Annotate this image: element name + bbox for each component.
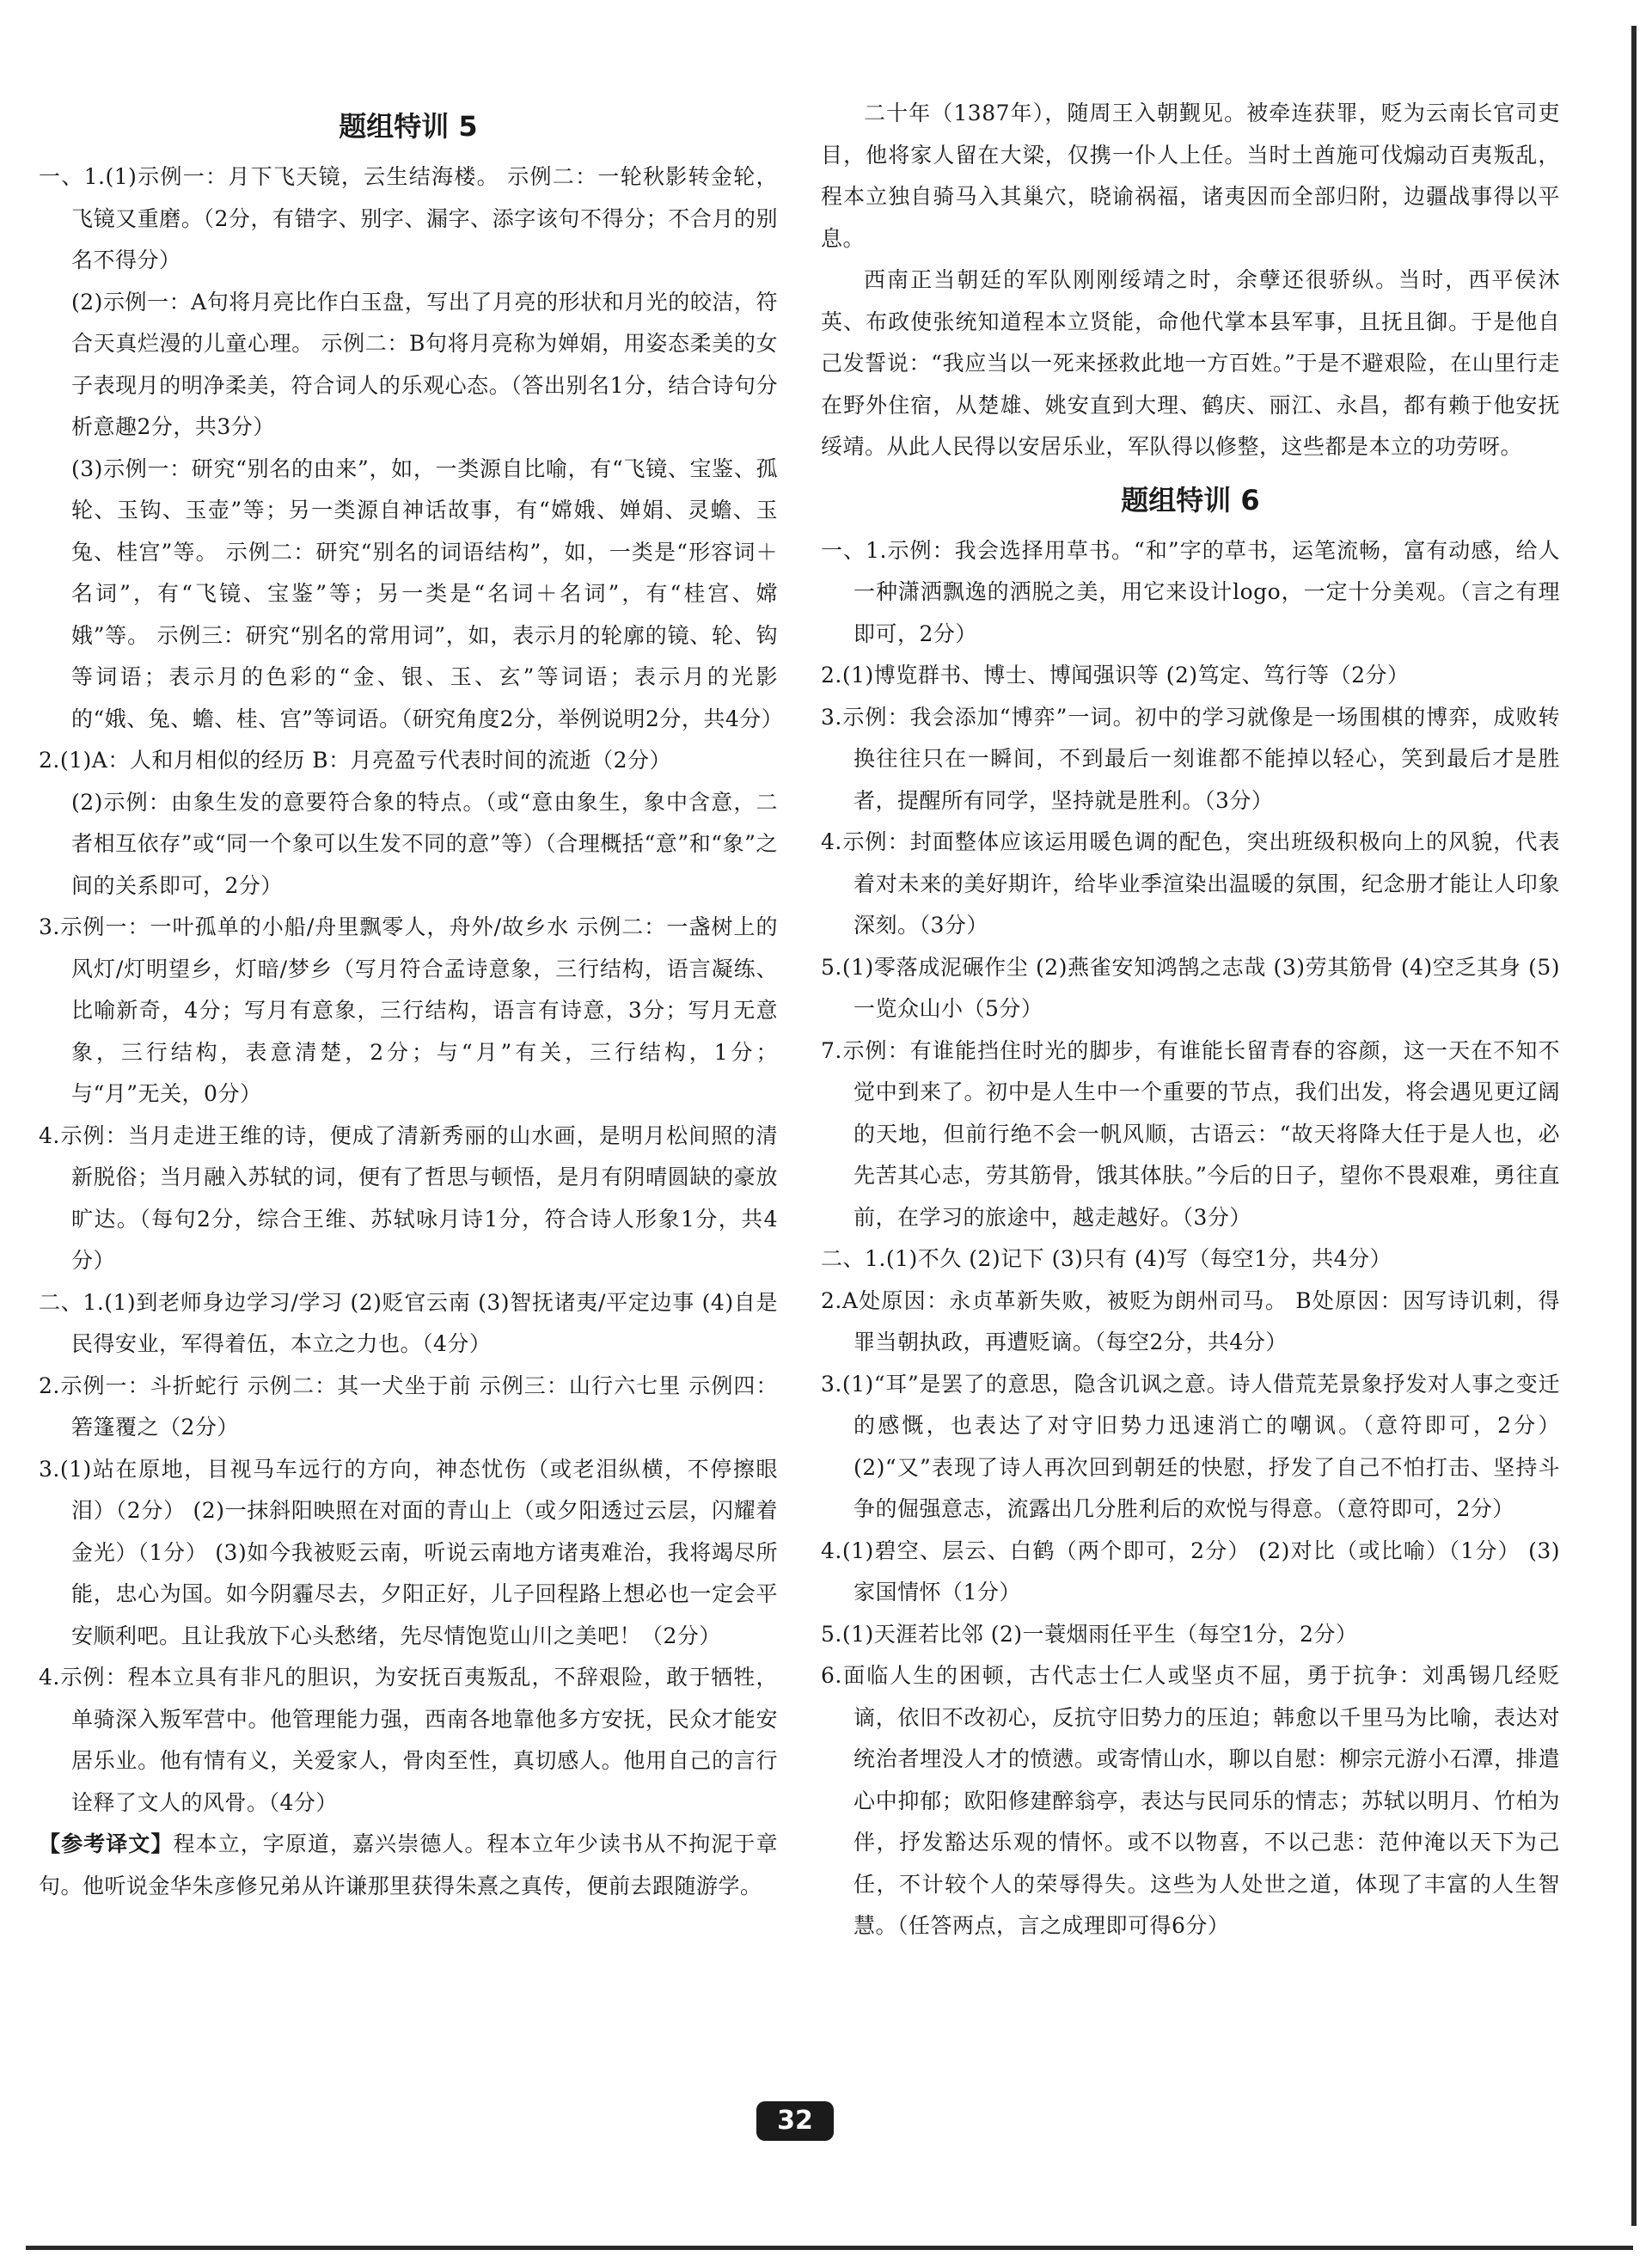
- answer-text: 7.示例：有谁能挡住时光的脚步，有谁能长留青春的容颜，这一天在不知不觉中到来了。初中是人生中一个重要的节点，我们出发，将会遇见更辽阔的天地，但前行绝不会一帆风顺，古语云：“故天将降大任于是人也，必先苦其心志，劳其筋骨，饿其体肤。”今后的日子，望你不畏艰难，勇往直前，在学习的旅途中，越走越好。（3分）: [821, 1037, 1560, 1230]
- scan-edge-bottom: [26, 2246, 1633, 2250]
- answer-text: 6.面临人生的困顿，古代志士仁人或坚贞不屈，勇于抗争：刘禹锡几经贬谪，依旧不改初心，反抗守旧势力的压迫；韩愈以千里马为比喻，表达对统治者埋没人才的愤懑。或寄情山水，聊以自慰：柳宗元游小石潭，排遣心中抑郁；欧阳修建醉翁亭，表达与民同乐的情志；苏轼以明月、竹柏为伴，抒发豁达乐观的情怀。或不以物喜，不以己悲：范仲淹以天下为己任，不计较个人的荣辱得失。这些为人处世之道，体现了丰富的人生智慧。（任答两点，言之成理即可得6分）: [821, 1663, 1560, 1938]
- answer-item: [39, 782, 778, 908]
- answer-item: [821, 1238, 1560, 1281]
- answer-text: 3.(1)“耳”是罢了的意思，隐含讥讽之意。诗人借荒芜景象抒发对人事之变迁的感慨，也表达了对守旧势力迅速消亡的嘲讽。（意符即可，2分） (2)“又”表现了诗人再次回到朝廷的快慰，抒发了自己不怕打击、坚持斗争的倔强意志，流露出几分胜利后的欢悦与得意。（意符即可，2分）: [821, 1371, 1560, 1521]
- answer-item: [821, 822, 1560, 947]
- answer-item: [39, 1116, 778, 1282]
- answer-text: 3.(1)站在原地，目视马车远行的方向，神态忧伤（或老泪纵横，不停擦眼泪）（2分） (2)一抹斜阳映照在对面的青山上（或夕阳透过云层，闪耀着金光）（1分） (3)如今我被贬云南，听说云南地方诸夷难治，我将竭尽所能，忠心为国。如今阴霾尽去，夕阳正好，儿子回程路上想必也一定会平安顺利吧。且让我放下心头愁绪，先尽情饱览山川之美吧！（2分）: [39, 1456, 778, 1648]
- answer-item: [39, 156, 778, 282]
- translation-paragraph: 西南正当朝廷的军队刚刚绥靖之时，余孽还很骄纵。当时，西平侯沐英、布政使张统知道程本立贤能，命他代掌本县军事，且抚且御。于是他自己发誓说：“我应当以一死来拯救此地一方百姓。”于是不避艰险，在山里行走在野外住宿，从楚雄、姚安直到大理、鹤庆、丽江、永昌，都有赖于他安抚绥靖。从此人民得以安居乐业，军队得以修整，这些都是本立的功劳呀。: [821, 267, 1560, 459]
- answer-item: [821, 1531, 1560, 1614]
- answer-item: [39, 1366, 778, 1449]
- answer-item: [821, 1030, 1560, 1239]
- answer-item: [39, 1824, 778, 1907]
- answer-text: 4.示例：程本立具有非凡的胆识，为安抚百夷叛乱，不辞艰险，敢于牺牲，单骑深入叛军营中。他管理能力强，西南各地靠他多方安抚，民众才能安居乐业。他有情有义，关爱家人，骨肉至性，真切感人。他用自己的言行诠释了文人的风骨。（4分）: [39, 1665, 778, 1815]
- answer-text: 2.(1)博览群书、博士、博闻强识等 (2)笃定、笃行等（2分）: [821, 663, 1410, 688]
- answer-item: [821, 947, 1560, 1030]
- answer-item: [39, 1657, 778, 1824]
- answer-text: 二、1.(1)到老师身边学习/学习 (2)贬官云南 (3)智抚诸夷/平定边事 (4)自是民得安业，军得着伍，本立之力也。（4分）: [39, 1289, 778, 1356]
- answer-item: [39, 907, 778, 1116]
- answer-item: [821, 530, 1560, 656]
- answer-text: 二、1.(1)不久 (2)记下 (3)只有 (4)写（每空1分，共4分）: [821, 1246, 1392, 1271]
- answer-item: [39, 449, 784, 741]
- answer-text: 5.(1)天涯若比邻 (2)一蓑烟雨任平生（每空1分，2分）: [821, 1621, 1358, 1647]
- right-column: [821, 93, 1560, 1947]
- answer-text: 程本立，字原道，嘉兴崇德人。程本立年少读书从不拘泥于章句。他听说金华朱彦修兄弟从许谦那里获得朱熹之真传，便前去跟随游学。: [39, 1831, 778, 1898]
- answer-text: 4.示例：封面整体应该运用暖色调的配色，突出班级积极向上的风貌，代表着对未来的美好期许，给毕业季渲染出温暖的氛围，纪念册才能让人印象深刻。（3分）: [821, 829, 1560, 938]
- answer-text: (2)示例一：A句将月亮比作白玉盘，写出了月亮的形状和月光的皎洁，符合天真烂漫的儿童心理。 示例二：B句将月亮称为婵娟，用姿态柔美的女子表现月的明净柔美，符合词人的乐观心态。（答出别名1分，结合诗句分析意趣2分，共3分）: [71, 289, 778, 439]
- answer-text: 2.(1)A：人和月相似的经历 B：月亮盈亏代表时间的流逝（2分）: [39, 748, 672, 773]
- translation-continued-paragraph: 二十年（1387年），随周王入朝觐见。被牵连获罪，贬为云南长官司吏目，他将家人留在大梁，仅携一仆人上任。当时土酋施可伐煽动百夷叛乱，程本立独自骑马入其巢穴，晓谕祸福，诸夷因而全部归附，边疆战事得以平息。: [821, 101, 1560, 251]
- section-title-5: 题组特训 5: [339, 110, 478, 143]
- answer-text: 3.示例：我会添加“博弈”一词。初中的学习就像是一场围棋的博弈，成败转换往往只在一瞬间，不到最后一刻谁都不能掉以轻心，笑到最后才是胜者，提醒所有同学，坚持就是胜利。（3分）: [821, 704, 1560, 813]
- answer-item: [821, 1655, 1560, 1947]
- answer-item: [39, 1282, 778, 1366]
- page-number: 32: [756, 2101, 834, 2141]
- section-title-6: 题组特训 6: [1121, 483, 1260, 517]
- answer-item: [39, 740, 778, 782]
- answer-item: [39, 282, 778, 449]
- answer-item: [821, 655, 1560, 697]
- answer-item: [821, 1364, 1560, 1531]
- answer-text: (2)示例：由象生发的意要符合象的特点。（或“意由象生，象中含意，二者相互依存”或“同一个象可以生发不同的意”等）（合理概括“意”和“象”之间的关系即可，2分）: [71, 789, 778, 898]
- right-answer-list: [821, 530, 1560, 1947]
- reference-translation-label: 【参考译文】: [39, 1831, 174, 1856]
- scan-edge-right: [1631, 26, 1637, 2226]
- answer-text: 2.A处原因：永贞革新失败，被贬为朗州司马。 B处原因：因写诗讥刺，得罪当朝执政，再遭贬谪。（每空2分，共4分）: [821, 1287, 1560, 1354]
- answer-text: (3)示例一：研究“别名的由来”，如，一类源自比喻，有“飞镜、宝鉴、孤轮、玉钩、玉壶”等；另一类源自神话故事，有“嫦娥、婵娟、灵蟾、玉兔、桂宫”等。 示例二：研究“别名的词语结构”，如，一类是“形容词＋名词”，有“飞镜、宝鉴”等；另一类是“名词＋名词”，有“桂宫、嫦娥”等。 示例三：研究“别名的常用词”，如，表示月的轮廓的镜、轮、钩等词语；表示月的色彩的“金、银、玉、玄”等词语；表示月的光影的“娥、兔、蟾、桂、宫”等词语。（研究角度2分，举例说明2分，共4分）: [71, 455, 784, 731]
- answer-item: [821, 1614, 1560, 1656]
- answer-item: [821, 697, 1560, 822]
- answer-item: [39, 1449, 778, 1658]
- left-column: [39, 95, 784, 1907]
- answer-text: 4.(1)碧空、层云、白鹤（两个即可，2分） (2)对比（或比喻）（1分） (3)家国情怀（1分）: [821, 1538, 1560, 1605]
- answer-text: 一、1.(1)示例一：月下飞天镜，云生结海楼。 示例二：一轮秋影转金轮，飞镜又重磨。（2分，有错字、别字、漏字、添字该句不得分；不合月的别名不得分）: [39, 164, 778, 272]
- answer-text: 一、1.示例：我会选择用草书。“和”字的草书，运笔流畅，富有动感，给人一种潇洒飘逸的洒脱之美，用它来设计logo，一定十分美观。（言之有理即可，2分）: [821, 537, 1560, 646]
- answer-item: [821, 1281, 1560, 1364]
- answer-text: 3.示例一：一叶孤单的小船/舟里飘零人，舟外/故乡水 示例二：一盏树上的风灯/灯明望乡，灯暗/梦乡（写月符合孟诗意象，三行结构，语言凝练、比喻新奇，4分；写月有意象，三行结构，语言有诗意，3分；写月无意象，三行结构，表意清楚，2分；与“月”有关，三行结构，1分；与“月”无关，0分）: [39, 914, 778, 1106]
- left-answer-list: [39, 156, 784, 1907]
- answer-text: 4.示例：当月走进王维的诗，便成了清新秀丽的山水画，是明月松间照的清新脱俗；当月融入苏轼的词，便有了哲思与顿悟，是月有阴晴圆缺的豪放旷达。（每句2分，综合王维、苏轼咏月诗1分，符合诗人形象1分，共4分）: [39, 1122, 778, 1273]
- answer-text: 2.示例一：斗折蛇行 示例二：其一犬坐于前 示例三：山行六七里 示例四：箬篷覆之（2分）: [39, 1372, 778, 1440]
- answer-text: 5.(1)零落成泥碾作尘 (2)燕雀安知鸿鹄之志哉 (3)劳其筋骨 (4)空乏其身 (5)一览众山小（5分）: [821, 954, 1560, 1021]
